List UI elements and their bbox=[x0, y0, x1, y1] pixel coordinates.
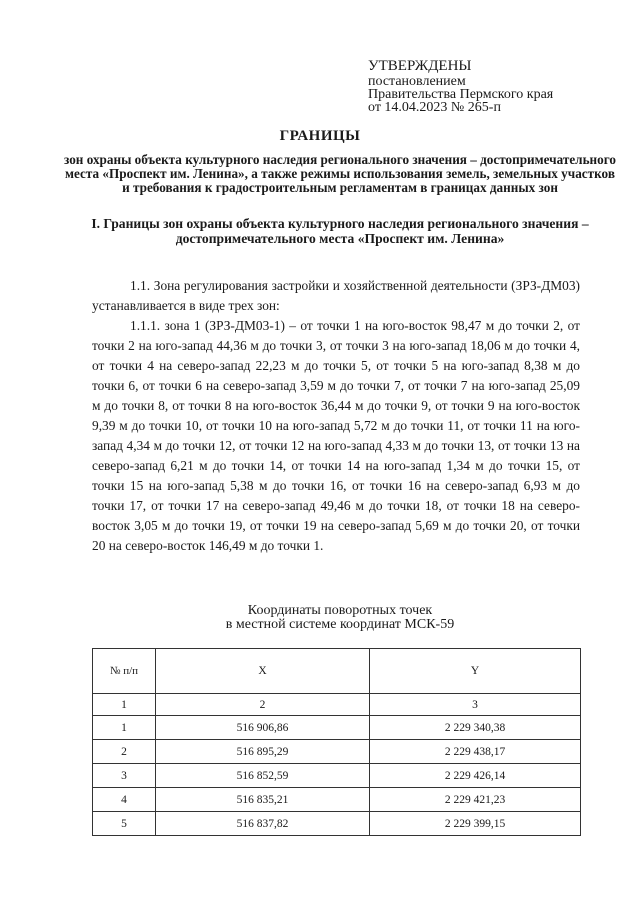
table-header-row bbox=[93, 649, 581, 694]
table-row bbox=[93, 740, 581, 764]
point-number: 5 bbox=[93, 812, 156, 836]
approval-heading: УТВЕРЖДЕНЫ bbox=[368, 58, 472, 74]
coordinate-y: 2 229 399,15 bbox=[370, 812, 581, 836]
table-row bbox=[93, 716, 581, 740]
coordinate-y: 2 229 421,23 bbox=[370, 788, 581, 812]
column-number: 3 bbox=[370, 694, 581, 716]
header-x: X bbox=[156, 649, 370, 694]
column-number: 1 bbox=[93, 694, 156, 716]
document-title: ГРАНИЦЫ bbox=[279, 128, 361, 144]
coordinate-y: 2 229 426,14 bbox=[370, 764, 581, 788]
point-number: 2 bbox=[93, 740, 156, 764]
table-row bbox=[93, 764, 581, 788]
header-y: Y bbox=[370, 649, 581, 694]
coordinate-y: 2 229 340,38 bbox=[370, 716, 581, 740]
coordinate-x: 516 852,59 bbox=[156, 764, 370, 788]
approval-stamp bbox=[368, 58, 608, 114]
table-row bbox=[93, 788, 581, 812]
paragraph-1-1-1: 1.1.1. зона 1 (ЗРЗ-ДМ03-1) – от точки 1 на юго-восток 98,47 м до точки 2, от точки 2 на юго-запад 44,36 м до точки 3, от точки 3 на юго-запад 18,06 м до точки 4, от точки 4 на северо-запад 22,23 м до точки 5, от точки 5 на юго-запад 8,38 м до точки 6, от точки 6 на северо-запад 3,59 м до точки 7, от точки 7 на юго-запад 25,09 м до точки 8, от точки 8 на юго-восток 36,44 м до точки 9, от точки 9 на юго-восток 9,39 м до точки 10, от точки 10 на юго-запад 5,72 м до точки 11, от точки 11 на юго-запад 4,34 м до точки 12, от точки 12 на юго-запад 4,33 м до точки 13, от точки 13 на северо-запад 6,21 м до точки 14, от точки 14 на юго-запад 1,34 м до точки 15, от точки 15 на юго-запад 5,38 м до точки 16, от точки 16 на северо-запад 6,93 м до точки 17, от точки 17 на северо-запад 49,46 м до точки 18, от точки 18 на северо-восток 3,05 м до точки 19, от точки 19 на северо-запад 5,69 м до точки 20, от точки 20 на северо-восток 146,49 м до точки 1. bbox=[92, 318, 580, 553]
approval-line-1: постановлением bbox=[368, 74, 466, 89]
column-number: 2 bbox=[156, 694, 370, 716]
table-caption-line-2: в местной системе координат МСК-59 bbox=[225, 617, 455, 632]
header-num: № п/п bbox=[93, 649, 156, 694]
coordinates-table bbox=[92, 648, 581, 836]
table-column-numbers-row bbox=[93, 694, 581, 716]
table-row bbox=[93, 812, 581, 836]
approval-line-3: от 14.04.2023 № 265-п bbox=[368, 100, 501, 115]
coordinate-x: 516 895,29 bbox=[156, 740, 370, 764]
document-subtitle: зон охраны объекта культурного наследия регионального значения – достопримечательного места «Проспект им. Ленина», а также режимы использования земель, земельных участков и требования к градостроительным регламентам в границах данных зон bbox=[63, 152, 617, 195]
coordinate-x: 516 835,21 bbox=[156, 788, 370, 812]
point-number: 1 bbox=[93, 716, 156, 740]
paragraph-1-1: 1.1. Зона регулирования застройки и хозяйственной деятельности (ЗРЗ-ДМ03) устанавливается в виде трех зон: bbox=[92, 278, 580, 313]
point-number: 3 bbox=[93, 764, 156, 788]
table-caption-line-1: Координаты поворотных точек bbox=[247, 603, 433, 618]
section-title: I. Границы зон охраны объекта культурного наследия регионального значения – достопримечательного места «Проспект им. Ленина» bbox=[91, 216, 589, 246]
coordinate-x: 516 837,82 bbox=[156, 812, 370, 836]
coordinate-x: 516 906,86 bbox=[156, 716, 370, 740]
approval-line-2: Правительства Пермского края bbox=[368, 87, 554, 102]
point-number: 4 bbox=[93, 788, 156, 812]
table-caption bbox=[0, 604, 640, 632]
coordinate-y: 2 229 438,17 bbox=[370, 740, 581, 764]
